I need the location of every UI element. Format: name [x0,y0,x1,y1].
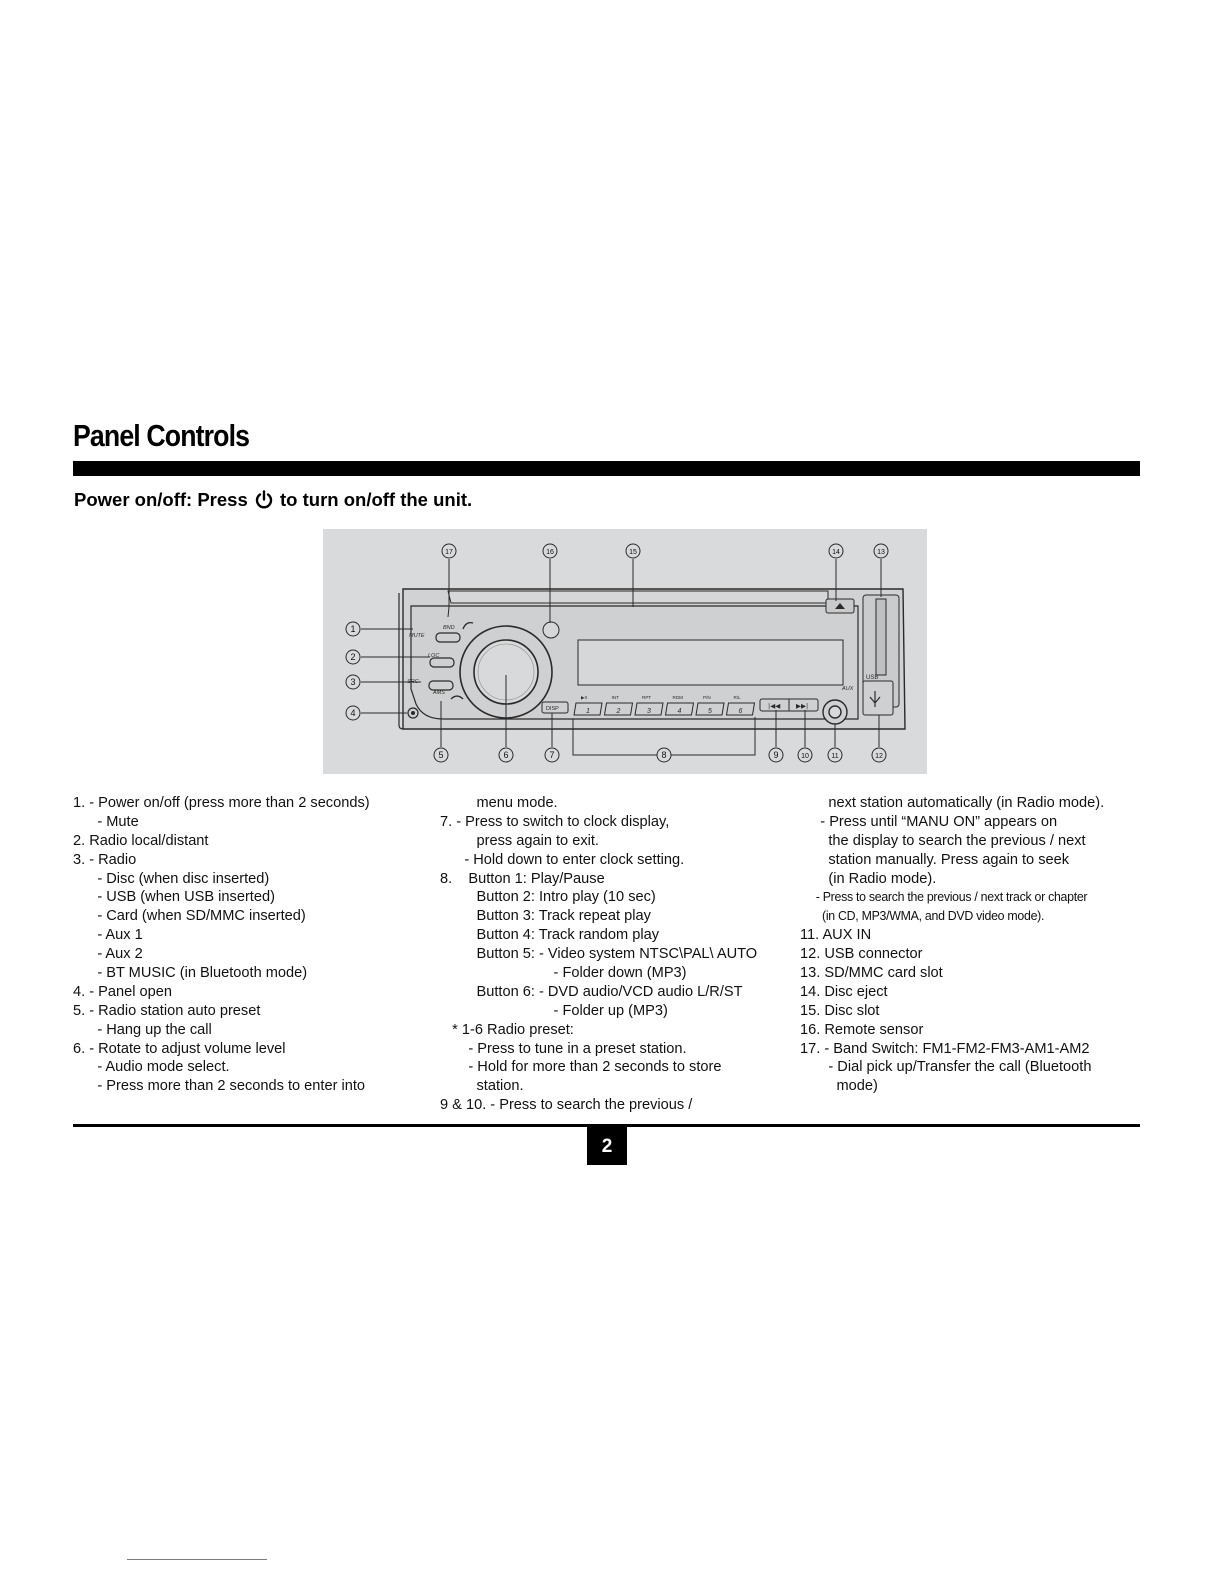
callout-number: 4 [350,708,356,718]
legend-line: - Hold for more than 2 seconds to store [440,1059,722,1076]
legend-line: 17. - Band Switch: FM1-FM2-FM3-AM1-AM2 [800,1040,1090,1057]
legend-line: (in CD, MP3/WMA, and DVD video mode). [800,908,1045,924]
preset-function-label: R/L [733,695,741,700]
legend-line: 14. Disc eject [800,983,888,1000]
legend-line: - Hold down to enter clock setting. [440,851,685,868]
callout-number: 10 [801,753,809,760]
bnd-label: BND [443,625,455,631]
legend-line: station. [440,1078,524,1095]
legend-line: * 1-6 Radio preset: [440,1021,574,1038]
legend-line: - Card (when SD/MMC inserted) [73,908,306,925]
legend-line: press again to exit. [440,832,599,849]
power-instruction-prefix: Power on/off: Press [74,489,248,510]
loc-label: LOC [428,653,440,659]
preset-number: 5 [708,708,712,715]
svg-text:|◀◀: |◀◀ [768,702,781,710]
legend-line: 4. - Panel open [73,983,172,1000]
legend-line: - Dial pick up/Transfer the call (Bluetooth [800,1059,1092,1076]
legend-line: next station automatically (in Radio mode). [800,795,1105,811]
legend-line: - Mute [73,813,139,830]
stray-underline [127,1559,267,1560]
src-label: SRC [407,679,419,685]
callout-number: 13 [877,549,885,556]
usb-label: USB [866,675,879,681]
src-button [429,681,453,690]
callout-number: 7 [549,750,555,760]
legend-line: - Press until “MANU ON” appears on [800,813,1058,830]
power-instruction [74,489,472,511]
legend-line: 7. - Press to switch to clock display, [440,813,670,830]
callout-number: 1 [350,624,356,634]
page-number: 2 [587,1127,627,1165]
legend-column-2 [440,794,757,1115]
legend-line: - Aux 1 [73,927,143,944]
legend-line: - Folder up (MP3) [440,1002,668,1019]
legend-line: Button 5: - Video system NTSC\PAL\ AUTO [440,946,758,963]
preset-number: 2 [616,708,621,715]
legend-line: - USB (when USB inserted) [73,889,275,906]
legend-line: 16. Remote sensor [800,1021,924,1038]
preset-function-label: P/N [703,695,711,700]
legend-line: 9 & 10. - Press to search the previous / [440,1097,693,1114]
power-icon [255,490,273,509]
legend-line: 6. - Rotate to adjust volume level [73,1040,286,1057]
mute-label: MUTE [409,633,425,639]
preset-function-label: ▶II [581,695,588,700]
preset-function-label: RPT [642,695,652,700]
remote-sensor [543,622,559,638]
loc-button [430,658,454,667]
legend-line: Button 6: - DVD audio/VCD audio L/R/ST [440,983,743,1000]
legend-line: - Aux 2 [73,946,143,963]
legend-line: 2. Radio local/distant [73,832,209,849]
legend-line: station manually. Press again to seek [800,851,1070,868]
callout-number: 2 [350,652,356,662]
callout-number: 9 [773,750,779,760]
callout-number: 11 [831,753,839,760]
callout-number: 6 [503,750,509,760]
panel-figure [323,529,927,774]
svg-text:▶▶|: ▶▶| [796,702,809,710]
callout-number: 3 [350,677,356,687]
legend-line: 15. Disc slot [800,1002,880,1019]
ams-label: AMS [433,690,445,696]
aux-label: AUX [842,686,854,692]
preset-number: 6 [738,708,743,715]
legend-line: - BT MUSIC (in Bluetooth mode) [73,965,308,982]
preset-function-label: INT [611,695,619,700]
legend-line: 5. - Radio station auto preset [73,1002,261,1019]
legend-line: - Folder down (MP3) [440,965,687,982]
legend-line: - Disc (when disc inserted) [73,870,270,887]
legend-line: 1. - Power on/off (press more than 2 seconds) [73,795,370,811]
legend-line: Button 3: Track repeat play [440,908,651,925]
legend-line: mode) [800,1078,878,1095]
legend-column-1 [73,794,370,1096]
callout-number: 14 [832,549,840,556]
sd-card-slot [876,599,886,675]
title-rule [73,461,1140,476]
legend-line: - Press to tune in a preset station. [440,1040,687,1057]
legend-line: menu mode. [440,795,558,811]
legend-line: 13. SD/MMC card slot [800,965,943,982]
legend-line: - Press more than 2 seconds to enter into [73,1078,366,1095]
legend-line: 11. AUX IN [800,927,872,944]
legend-line: the display to search the previous / next [800,832,1086,849]
power-instruction-suffix: to turn on/off the unit. [280,489,473,510]
legend-line: 12. USB connector [800,946,923,963]
preset-function-label: RDM [672,695,683,700]
callout-number: 16 [546,549,554,556]
callout-number: 5 [438,750,444,760]
preset-number: 3 [647,708,651,715]
disp-label: DISP [546,706,559,712]
callout-number: 8 [661,750,667,760]
legend-line: - Audio mode select. [73,1059,230,1076]
legend-column-3 [800,794,1104,1096]
legend-line: - Press to search the previous / next track or chapter [800,889,1088,905]
lcd-display [578,640,843,685]
usb-port [863,681,893,715]
legend-line: - Hang up the call [73,1021,212,1038]
preset-number: 4 [677,708,682,715]
legend-line: (in Radio mode). [800,870,937,887]
mute-button [436,633,460,642]
legend-line: 3. - Radio [73,851,137,868]
callout-number: 15 [629,549,637,556]
page-title: Panel Controls [73,418,250,453]
legend-line: 8. Button 1: Play/Pause [440,870,605,887]
legend-line: Button 2: Intro play (10 sec) [440,889,656,906]
preset-number: 1 [586,708,590,715]
disc-slot [448,591,828,603]
callout-number: 12 [875,753,883,760]
legend-line: Button 4: Track random play [440,927,660,944]
callout-number: 17 [445,549,453,556]
